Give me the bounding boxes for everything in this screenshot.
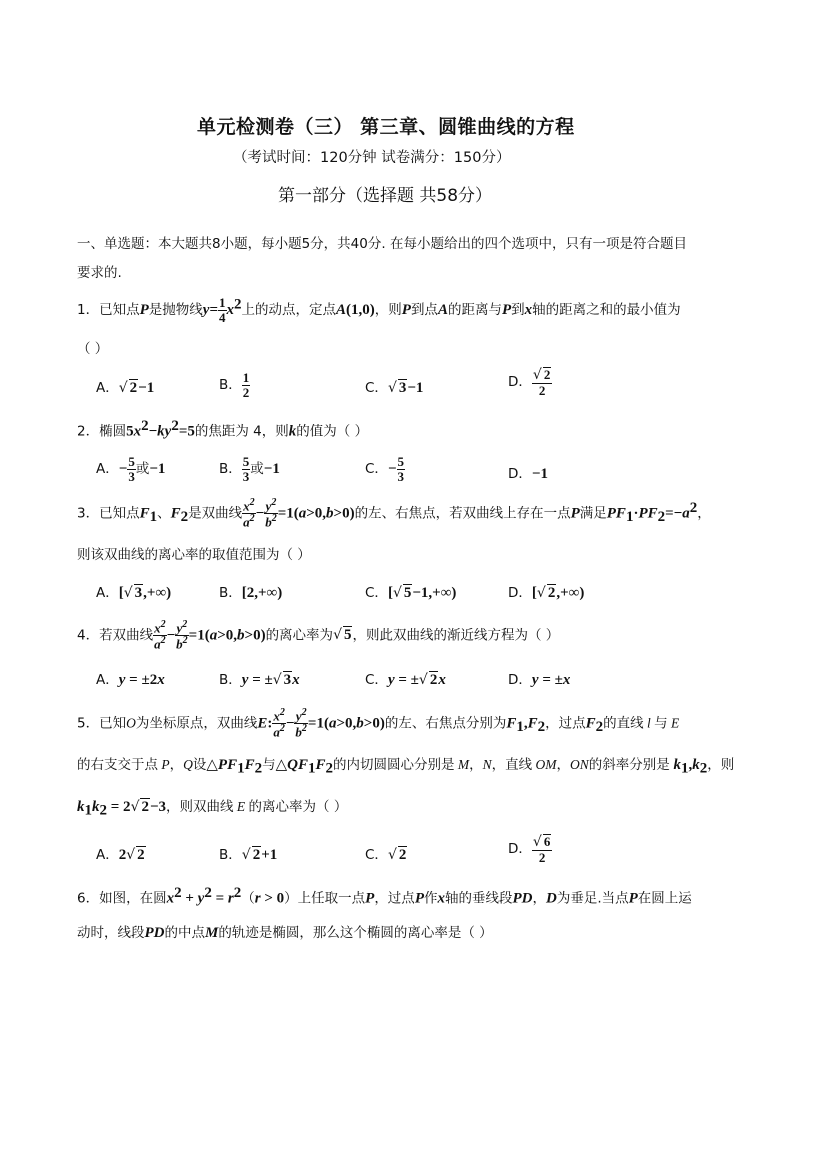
question-3-stem: 3．已知点$F_1$、$F_2$是双曲线 $\frac{x^2}{a^2}$ − $\frac{y^2}{b^2}$ =1(a>0,b>0)的左、右焦点，若双曲线上存在一点P满足$PF_1\cdot PF_2=-a^2$， [77, 497, 711, 530]
q4-option-b[interactable]: B．y = ±√ 3x [219, 672, 300, 688]
q1-option-a[interactable]: A．√ 2−1 [96, 380, 155, 396]
question-1-stem: 1．已知点P是抛物线y= $\frac{1}{4}$ $x^2$上的动点，定点A(1,0)，则P到点A的距离与P到x轴的距离之和的最小值为 [77, 295, 681, 325]
q3-option-b[interactable]: B．[2,+∞) [219, 585, 283, 601]
q1-option-d[interactable]: D． $\frac{√ 2}{2}$ [508, 367, 551, 398]
q4-option-c[interactable]: C．y = ±√ 2x [365, 672, 446, 688]
question-4-stem: 4．若双曲线 $\frac{x^2}{a^2}$ − $\frac{y^2}{b^2}$ =1(a>0,b>0)的离心率为√ 5，则此双曲线的渐近线方程为（ ） [77, 619, 560, 652]
q4-option-d[interactable]: D．y = ±x [508, 672, 571, 688]
question-1-paren: （ ） [77, 341, 109, 357]
question-5-line1: 5．已知O为坐标原点，双曲线E: $\frac{x^2}{a^2}$ − $\frac{y^2}{b^2}$ =1(a>0,b>0)的左、右焦点分别为$F_1,F_2$，过点$F_2$的直线 l 与 E [77, 707, 680, 740]
q3-option-c[interactable]: C．[√ 5−1,+∞) [365, 585, 457, 601]
q1-option-b[interactable]: B． $\frac{1}{2}$ [219, 370, 250, 400]
question-3-line2: 则该双曲线的离心率的取值范围为（ ） [77, 547, 311, 563]
exam-title: 单元检测卷（三） 第三章、圆锥曲线的方程 [197, 116, 575, 138]
question-5-line3: $k_1k_2 = 2√$ 2−3，则双曲线 E 的离心率为（ ） [77, 799, 348, 819]
section-instruction-line2: 要求的. [77, 265, 122, 281]
section-instruction-line1: 一、单选题：本大题共8小题，每小题5分，共40分. 在每小题给出的四个选项中，只有一项是符合题目 [77, 236, 687, 252]
exam-subtitle: （考试时间：120分钟 试卷满分：150分） [233, 150, 511, 166]
q5-option-b[interactable]: B．√ 2+1 [219, 847, 278, 863]
q2-option-d[interactable]: D．−1 [508, 466, 548, 482]
question-2-stem: 2．椭圆$5x^2-ky^2=5$的焦距为 4，则k的值为（ ） [77, 418, 369, 440]
q5-option-c[interactable]: C．√ 2 [365, 847, 407, 863]
q3-option-a[interactable]: A．[√ 3,+∞) [96, 585, 172, 601]
q2-option-b[interactable]: B． $\frac{5}{3}$ 或−1 [219, 454, 280, 484]
part-heading: 第一部分（选择题 共58分） [278, 186, 493, 206]
q3-option-d[interactable]: D．[√ 2,+∞) [508, 585, 585, 601]
q4-option-a[interactable]: A．y = ±2x [96, 672, 165, 688]
question-6-line2: 动时，线段PD的中点M的轨迹是椭圆，那么这个椭圆的离心率是（ ） [77, 925, 493, 941]
question-5-line2: 的右支交于点 P，Q设$\triangle PF_1F_2$与$\triangle QF_1F_2$的内切圆圆心分别是 M，N，直线 OM，ON的斜率分别是 $k_1,k_2$，则 [77, 757, 735, 777]
q5-option-d[interactable]: D． $\frac{√ 6}{2}$ [508, 834, 551, 865]
q1-option-c[interactable]: C．√ 3−1 [365, 380, 424, 396]
q2-option-a[interactable]: A．− $\frac{5}{3}$ 或−1 [96, 454, 166, 484]
q2-option-c[interactable]: C．− $\frac{5}{3}$ [365, 454, 404, 484]
q5-option-a[interactable]: A．2√ 2 [96, 847, 145, 863]
question-6-line1: 6．如图，在圆$x^2 + y^2 = r^2(r > 0)$上任取一点P，过点P作x轴的垂线段PD，D为垂足.当点P在圆上运 [77, 885, 692, 907]
